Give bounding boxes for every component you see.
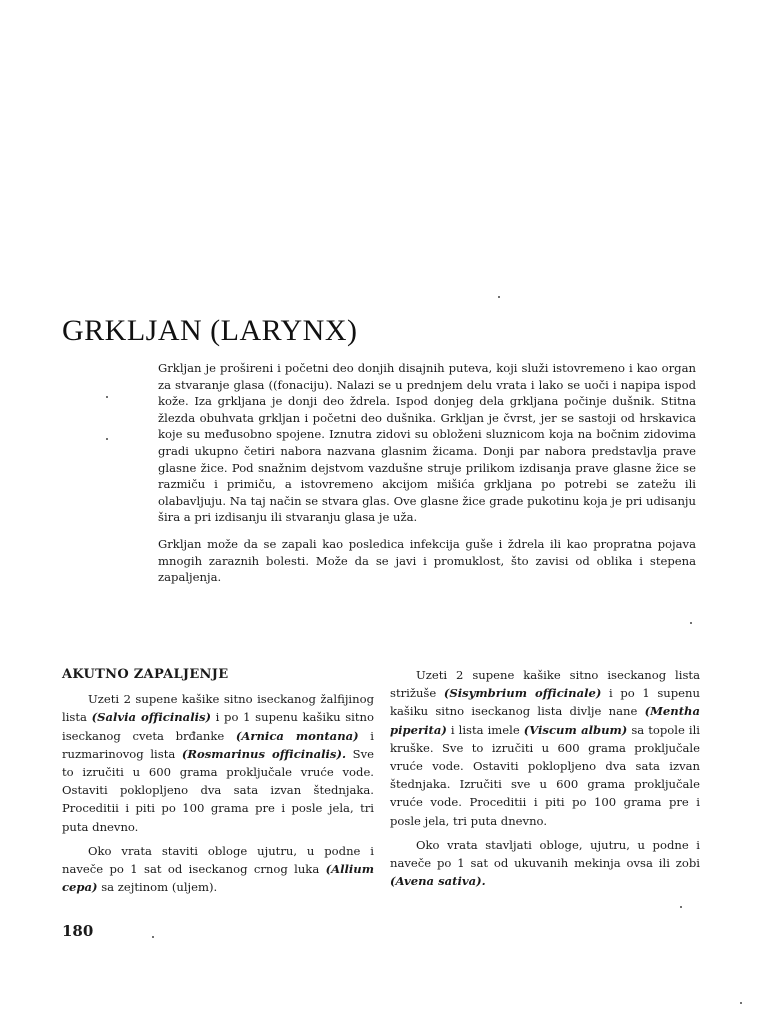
latin-plant-name: (Mentha piperita): [390, 704, 700, 737]
scan-speck: [680, 906, 682, 908]
latin-plant-name: (Allium cepa): [62, 862, 374, 895]
scan-speck: [106, 396, 108, 398]
compress-text: sa zejtinom (uljem).: [97, 880, 218, 895]
scan-speck: [498, 296, 500, 298]
latin-plant-name: (Avena sativa).: [390, 874, 486, 889]
recipe-text: sa topole ili kruške. Sve to izručiti u 600 grama proključale vruće vode. Ostaviti poklopljeno dva sata izvan štednjaka. Izručiti sve u 600 grama proključale vruće vode. Proceditii i piti po 100 grama pre i posle jela, tri puta dnevno.: [390, 722, 700, 828]
intro-paragraph-2: Grkljan može da se zapali kao posledica infekcija guše i ždrela ili kao propratna pojava mnogih zaraznih bolesti. Može da se javi i promuklost, što zavisi od oblika i stepena zapaljenja.: [158, 536, 696, 585]
recipe-paragraph: [390, 666, 700, 830]
recipe-text: i po 1 supenu kašiku sitno iseckanog lista divlje nane: [390, 686, 700, 719]
latin-plant-name: (Sisymbrium officinale): [443, 686, 602, 701]
recipe-text: Uzeti 2 supene kašike sitno iseckanog lista strižuše: [390, 668, 700, 701]
recipe-paragraph: [62, 690, 374, 836]
recipe-text: Uzeti 2 supene kašike sitno iseckanog žalfijinog lista: [62, 692, 374, 725]
latin-plant-name: (Salvia officinalis): [91, 710, 212, 725]
recipe-text: i lista imele: [446, 722, 524, 737]
scan-speck: [690, 622, 692, 624]
scan-speck: [152, 936, 154, 938]
page-number: 180: [62, 922, 94, 940]
left-column: [62, 666, 374, 902]
latin-plant-name: (Arnica montana): [235, 728, 359, 743]
compress-paragraph: [62, 842, 374, 897]
compress-paragraph: [390, 836, 700, 891]
scan-speck: [106, 438, 108, 440]
intro-paragraph-1: Grkljan je prošireni i početni deo donjih disajnih puteva, koji služi istovremeno i kao organ za stvaranje glasa ((fonaciju). Nalazi se u prednjem delu vrata i lako se uoči i napipa ispod kože. Iza grkljana je donji deo ždrela. Ispod donjeg dela grkljana počinje dušnik. Stitna žlezda obuhvata grkljan i početni deo dušnika. Grkljan je čvrst, jer se sastoji od hrskavica koje su međusobno spojene. Iznutra zidovi su obloženi sluznicom koja na bočnim zidovima gradi ukupno četiri nabora nazvana glasnim žicama. Donji par nabora predstavlja prave glasne žice. Pod snažnim dejstvom vazdušne struje prilikom izdisanja prave glasne žice se razmiču i primiču, a istovremeno akcijom mišića grkljana po potrebi se zatežu ili olabavljuju. Na taj način se stvara glas. Ove glasne žice grade pukotinu koja je pri udisanju šira a pri izdisanju ili stvaranju glasa je uža.: [158, 361, 696, 525]
section-heading: AKUTNO ZAPALJENJE: [62, 667, 229, 682]
compress-text: Oko vrata staviti obloge ujutru, u podne i naveče po 1 sat od iseckanog crnog luka: [62, 843, 374, 877]
recipe-text: i ruzmarinovog lista: [62, 728, 374, 761]
latin-plant-name: (Rosmarinus officinalis).: [181, 746, 346, 761]
latin-plant-name: (Viscum album): [523, 722, 628, 737]
recipe-text: i po 1 supenu kašiku sitno iseckanog cveta brđanke: [62, 710, 374, 743]
scan-speck: [740, 1002, 742, 1004]
right-column: [390, 666, 700, 896]
intro-text: [158, 360, 696, 596]
page-title: GRKLJAN (LARYNX): [62, 314, 358, 347]
recipe-text: Sve to izručiti u 600 grama proključale vruće vode. Ostaviti poklopljeno dva sata izvan štednjaka. Proceditii i piti po 100 grama pre i posle jela, tri puta dnevno.: [62, 746, 374, 834]
compress-text: Oko vrata stavljati obloge, ujutru, u podne i naveče po 1 sat od ukuvanih mekinja ovsa ili zobi: [390, 837, 700, 871]
